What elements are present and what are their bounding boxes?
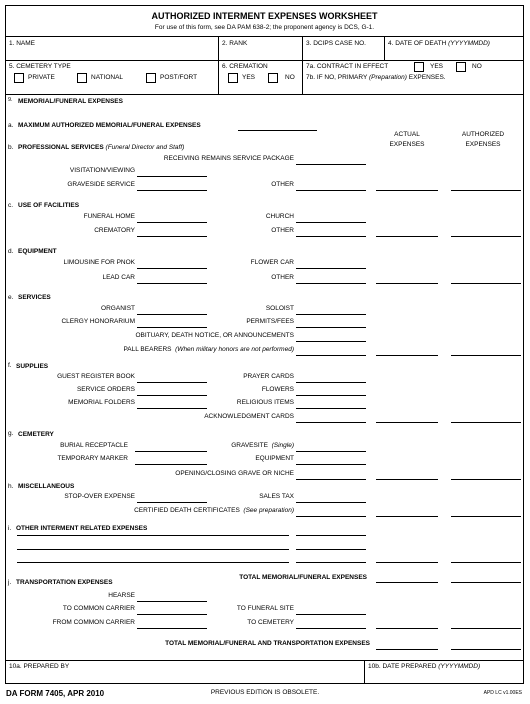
temporary-marker-label: TEMPORARY MARKER	[57, 455, 128, 462]
other-interment-amount-1[interactable]	[296, 535, 366, 536]
service-orders-input[interactable]	[137, 395, 207, 396]
graveside-input[interactable]	[137, 190, 207, 191]
contract-label: 7a. CONTRACT IN EFFECT	[306, 63, 389, 70]
flower-car-label: FLOWER CAR	[250, 259, 294, 266]
contract-yes-label: YES	[430, 63, 444, 70]
flowers-input[interactable]	[296, 395, 366, 396]
dcips-label: 3. DCIPS CASE NO.	[306, 40, 366, 47]
funeral-home-label: FUNERAL HOME	[83, 213, 135, 220]
religious-items-input[interactable]	[296, 408, 366, 409]
national-label: NATIONAL	[91, 74, 124, 81]
misc-authorized-input[interactable]	[451, 516, 521, 517]
burial-receptacle-label: BURIAL RECEPTACLE	[60, 442, 128, 449]
cremation-yes-label: YES	[242, 74, 256, 81]
transport-authorized-input[interactable]	[451, 628, 521, 629]
opening-closing-label: OPENING/CLOSING GRAVE OR NICHE	[175, 470, 294, 477]
temporary-marker-input[interactable]	[135, 464, 207, 465]
dcips-input[interactable]	[306, 49, 382, 59]
total-memorial-label: TOTAL MEMORIAL/FUNERAL EXPENSES	[239, 574, 367, 581]
equipment-other-input[interactable]	[296, 283, 366, 284]
form-subtitle: For use of this form, see DA PAM 638-2; the proponent agency is DCS, G-1.	[154, 24, 375, 31]
section-g-number: g.	[8, 430, 14, 437]
max-authorized-input[interactable]	[238, 130, 317, 131]
church-input[interactable]	[296, 222, 366, 223]
other-interment-label: OTHER INTERMENT RELATED EXPENSES	[16, 525, 148, 532]
date-of-death-input[interactable]	[388, 49, 520, 59]
transport-actual-input[interactable]	[376, 628, 438, 629]
cremation-no-checkbox[interactable]	[268, 73, 278, 83]
service-orders-label: SERVICE ORDERS	[76, 386, 135, 393]
supplies-actual-input[interactable]	[376, 422, 438, 423]
to-funeral-site-label: TO FUNERAL SITE	[236, 605, 294, 612]
name-label: 1. NAME	[9, 40, 36, 47]
hearse-label: HEARSE	[108, 592, 135, 599]
other-interment-amount-3[interactable]	[296, 562, 366, 563]
section-i-number: i.	[8, 525, 12, 532]
date-prepared-label: 10b. DATE PREPARED (YYYYMMDD)	[368, 663, 481, 670]
lead-car-input[interactable]	[137, 283, 207, 284]
section-9-number: 9.	[8, 97, 13, 103]
actual-expenses-header-2: EXPENSES	[389, 141, 425, 148]
facilities-actual-input[interactable]	[376, 236, 438, 237]
total-all-label: TOTAL MEMORIAL/FUNERAL AND TRANSPORTATION EXPENSES	[165, 640, 370, 647]
facilities-other-input[interactable]	[296, 236, 366, 237]
section-j-number: j.	[8, 579, 12, 586]
clergy-label: CLERGY HONORARIUM	[61, 318, 135, 325]
section-h-number: h.	[8, 483, 14, 490]
limousine-label: LIMOUSINE FOR PNOK	[63, 259, 135, 266]
miscellaneous-label: MISCELLANEOUS	[18, 483, 75, 490]
crematory-input[interactable]	[137, 236, 207, 237]
sales-tax-label: SALES TAX	[259, 493, 294, 500]
pallbearers-label: PALL BEARERS (When military honors are not performed)	[123, 346, 294, 353]
receiving-remains-input[interactable]	[296, 164, 366, 165]
graveside-label: GRAVESIDE SERVICE	[67, 181, 135, 188]
section-d-number: d.	[8, 248, 14, 255]
actual-expenses-header: ACTUAL	[394, 131, 420, 138]
use-of-facilities-label: USE OF FACILITIES	[18, 202, 80, 209]
rank-input[interactable]	[222, 49, 300, 59]
cremation-label: 6. CREMATION	[222, 63, 268, 70]
contract-no-checkbox[interactable]	[456, 62, 466, 72]
equipment-label: EQUIPMENT	[18, 248, 57, 255]
postfort-label: POST/FORT	[160, 74, 198, 81]
transportation-label: TRANSPORTATION EXPENSES	[16, 579, 113, 586]
section-c-number: c.	[8, 202, 14, 209]
professional-other-label: OTHER	[271, 181, 294, 188]
facilities-authorized-input[interactable]	[451, 236, 521, 237]
private-checkbox[interactable]	[14, 73, 24, 83]
other-interment-line-2[interactable]	[17, 549, 289, 550]
from-common-carrier-label: FROM COMMON CARRIER	[52, 619, 135, 626]
services-authorized-input[interactable]	[451, 355, 521, 356]
total-memorial-authorized[interactable]	[451, 582, 521, 583]
cemetery-equipment-label: EQUIPMENT	[255, 455, 294, 462]
prepared-by-label: 10a. PREPARED BY	[9, 663, 70, 670]
opening-closing-input[interactable]	[296, 479, 366, 480]
section-9-title: MEMORIAL/FUNERAL EXPENSES	[18, 98, 123, 105]
section-f-number: f.	[8, 362, 12, 369]
equipment-actual-input[interactable]	[376, 283, 438, 284]
total-all-actual[interactable]	[376, 649, 438, 650]
church-label: CHURCH	[265, 213, 294, 220]
total-memorial-actual[interactable]	[376, 582, 438, 583]
stopover-input[interactable]	[137, 502, 207, 503]
flowers-label: FLOWERS	[261, 386, 294, 393]
hearse-input[interactable]	[137, 601, 207, 602]
stopover-label: STOP-OVER EXPENSE	[64, 493, 135, 500]
cemetery-type-label: 5. CEMETERY TYPE	[9, 63, 71, 70]
name-input[interactable]	[9, 49, 215, 59]
to-cemetery-input[interactable]	[296, 628, 366, 629]
authorized-expenses-header-2: EXPENSES	[465, 141, 501, 148]
facilities-other-label: OTHER	[271, 227, 294, 234]
sales-tax-input[interactable]	[296, 502, 366, 503]
max-authorized-label: MAXIMUM AUTHORIZED MEMORIAL/FUNERAL EXPENSES	[18, 122, 201, 129]
flower-car-input[interactable]	[296, 268, 366, 269]
cremation-no-label: NO	[285, 74, 295, 81]
ack-cards-label: ACKNOWLEDGMENT CARDS	[204, 413, 294, 420]
date-prepared-input[interactable]	[368, 672, 520, 682]
to-common-carrier-input[interactable]	[137, 614, 207, 615]
burial-receptacle-input[interactable]	[135, 451, 207, 452]
rank-label: 2. RANK	[222, 40, 248, 47]
private-label: PRIVATE	[28, 74, 55, 81]
to-funeral-site-input[interactable]	[296, 614, 366, 615]
total-all-authorized[interactable]	[451, 649, 521, 650]
clergy-input[interactable]	[137, 327, 207, 328]
misc-actual-input[interactable]	[376, 516, 438, 517]
memorial-folders-input[interactable]	[137, 408, 207, 409]
section-a-number: a.	[8, 122, 14, 129]
obsolete-notice: PREVIOUS EDITION IS OBSOLETE.	[210, 689, 320, 696]
pallbearers-input[interactable]	[296, 355, 366, 356]
contract-no-label: NO	[472, 63, 482, 70]
services-label: SERVICES	[18, 294, 51, 301]
other-interment-amount-2[interactable]	[296, 549, 366, 550]
equipment-authorized-input[interactable]	[451, 283, 521, 284]
postfort-checkbox[interactable]	[146, 73, 156, 83]
cemetery-authorized-input[interactable]	[451, 479, 521, 480]
supplies-label: SUPPLIES	[16, 363, 49, 370]
other-authorized-input[interactable]	[451, 562, 521, 563]
to-cemetery-label: TO CEMETERY	[247, 619, 294, 626]
other-actual-input[interactable]	[376, 562, 438, 563]
ack-cards-input[interactable]	[296, 422, 366, 423]
crematory-label: CREMATORY	[94, 227, 135, 234]
national-checkbox[interactable]	[77, 73, 87, 83]
guest-register-label: GUEST REGISTER BOOK	[57, 373, 135, 380]
certified-input[interactable]	[296, 516, 366, 517]
primary-expenses-label: 7b. IF NO, PRIMARY (Preparation) EXPENSES.	[306, 74, 446, 81]
to-common-carrier-label: TO COMMON CARRIER	[62, 605, 135, 612]
limousine-input[interactable]	[137, 268, 207, 269]
lead-car-label: LEAD CAR	[102, 274, 135, 281]
professional-actual-input[interactable]	[376, 190, 438, 191]
from-common-carrier-input[interactable]	[137, 628, 207, 629]
organist-label: ORGANIST	[101, 305, 135, 312]
services-actual-input[interactable]	[376, 355, 438, 356]
memorial-folders-label: MEMORIAL FOLDERS	[68, 399, 135, 406]
other-interment-line-3[interactable]	[17, 562, 289, 563]
visitation-label: VISITATION/VIEWING	[69, 167, 135, 174]
visitation-input[interactable]	[137, 176, 207, 177]
religious-items-label: RELIGIOUS ITEMS	[236, 399, 294, 406]
contract-yes-checkbox[interactable]	[414, 62, 424, 72]
prayer-cards-label: PRAYER CARDS	[243, 373, 294, 380]
permits-label: PERMITS/FEES	[246, 318, 294, 325]
cemetery-equipment-input[interactable]	[296, 464, 366, 465]
receiving-remains-label: RECEIVING REMAINS SERVICE PACKAGE	[163, 155, 294, 162]
supplies-authorized-input[interactable]	[451, 422, 521, 423]
prepared-by-input[interactable]	[9, 672, 359, 682]
cremation-yes-checkbox[interactable]	[228, 73, 238, 83]
section-e-number: e.	[8, 294, 14, 301]
guest-register-input[interactable]	[137, 382, 207, 383]
section-b-number: b.	[8, 144, 14, 151]
authorized-expenses-header: AUTHORIZED	[461, 131, 505, 138]
prayer-cards-input[interactable]	[296, 382, 366, 383]
professional-authorized-input[interactable]	[451, 190, 521, 191]
professional-services-label: PROFESSIONAL SERVICES (Funeral Director and Staff)	[18, 144, 185, 151]
organist-input[interactable]	[137, 314, 207, 315]
form-number: DA FORM 7405, APR 2010	[6, 689, 105, 698]
other-interment-line-1[interactable]	[17, 535, 289, 536]
gravesite-input[interactable]	[296, 451, 366, 452]
form-title: AUTHORIZED INTERMENT EXPENSES WORKSHEET	[151, 11, 378, 21]
cemetery-actual-input[interactable]	[376, 479, 438, 480]
date-of-death-label: 4. DATE OF DEATH (YYYYMMDD)	[388, 40, 490, 47]
equipment-other-label: OTHER	[271, 274, 294, 281]
gravesite-label: GRAVESITE (Single)	[231, 442, 294, 449]
version-label: APD LC v1.00ES	[483, 690, 522, 696]
soloist-input[interactable]	[296, 314, 366, 315]
cemetery-label: CEMETERY	[18, 431, 54, 438]
obituary-input[interactable]	[296, 341, 366, 342]
funeral-home-input[interactable]	[137, 222, 207, 223]
soloist-label: SOLOIST	[265, 305, 294, 312]
permits-input[interactable]	[296, 327, 366, 328]
certified-label: CERTIFIED DEATH CERTIFICATES (See preparation)	[134, 507, 294, 514]
obituary-label: OBITUARY, DEATH NOTICE, OR ANNOUNCEMENTS	[135, 332, 294, 339]
professional-other-input[interactable]	[296, 190, 366, 191]
